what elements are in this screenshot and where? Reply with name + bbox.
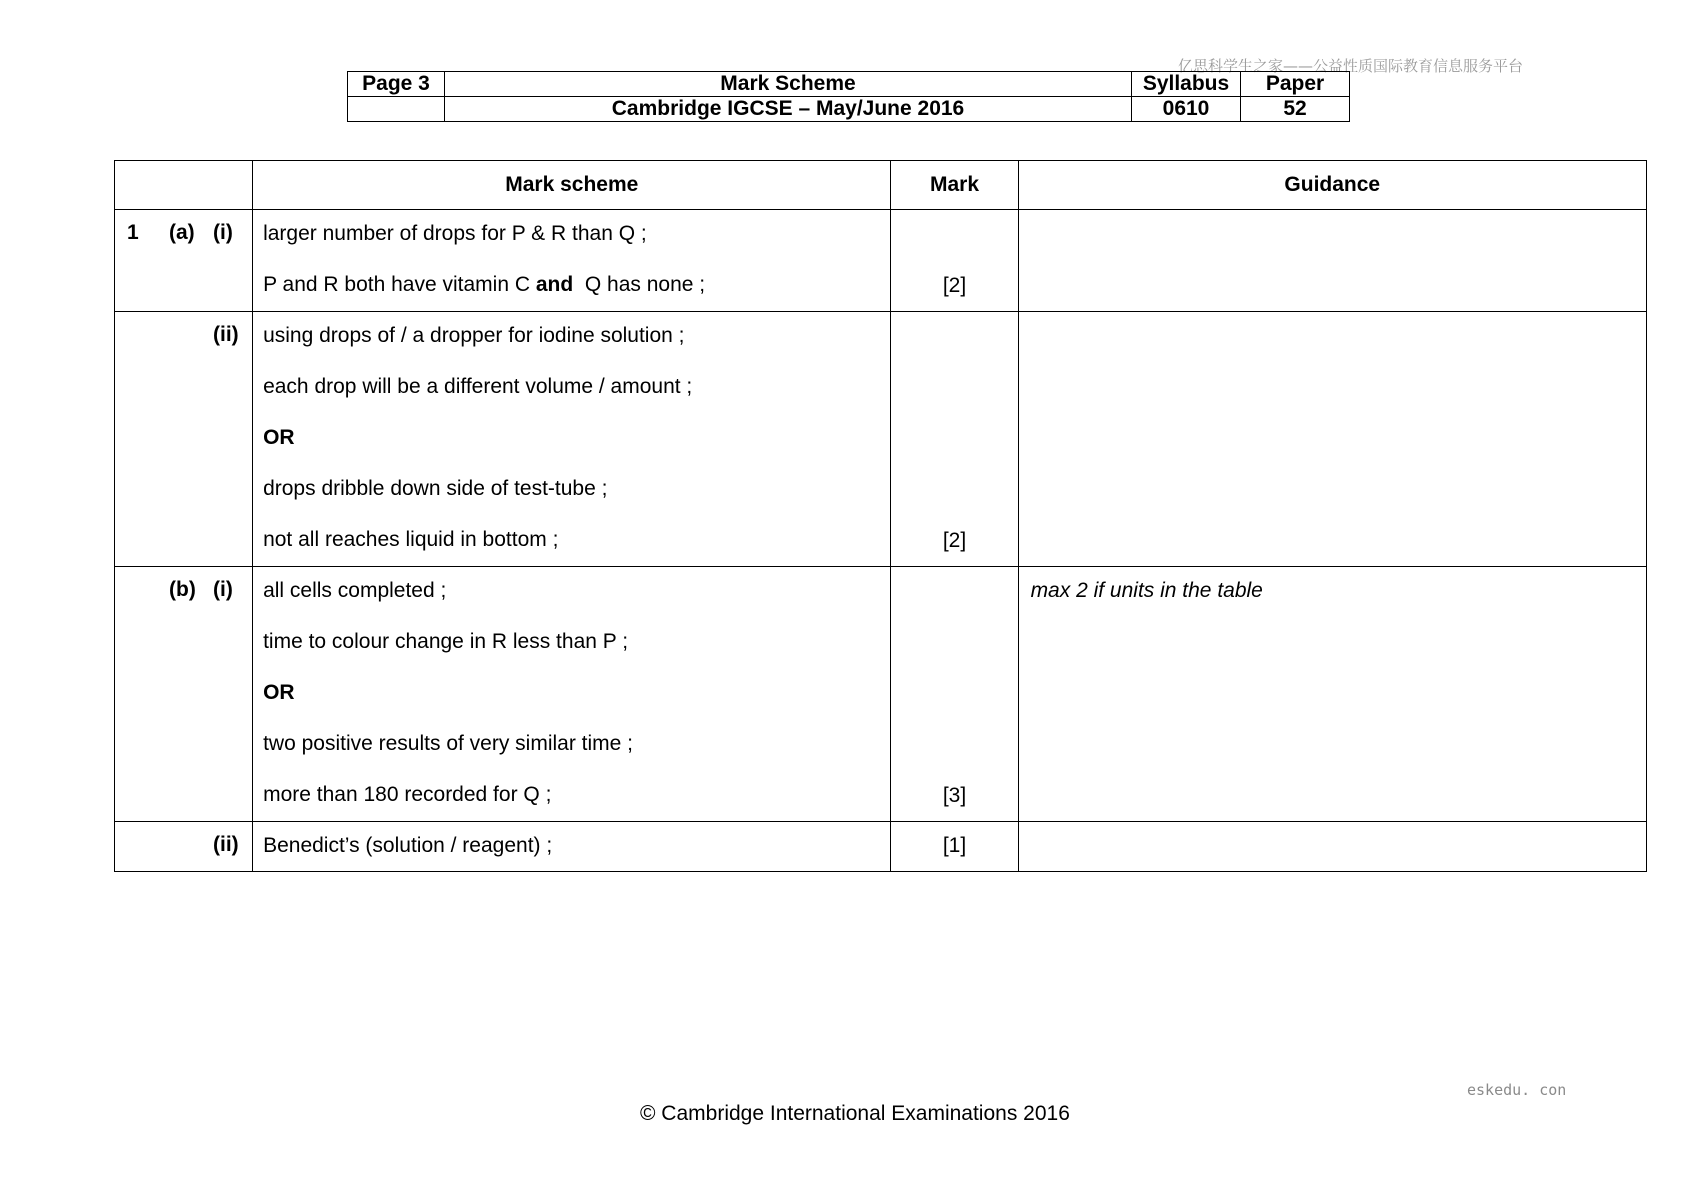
- question-subpart: (i): [213, 221, 233, 244]
- question-subpart: (ii): [213, 323, 239, 346]
- syllabus-label: Syllabus: [1132, 72, 1241, 97]
- guidance-cell: [1018, 567, 1646, 822]
- mark-point-text: Q has none ;: [584, 273, 706, 296]
- mark-value: [2]: [942, 529, 967, 552]
- mark-scheme-cell: [253, 210, 891, 312]
- header-title: Mark Scheme: [445, 72, 1132, 97]
- guidance-cell: [1018, 822, 1646, 872]
- mark-value: [2]: [942, 274, 967, 297]
- syllabus-code: 0610: [1132, 97, 1241, 122]
- guidance-text: [1019, 210, 1646, 232]
- table-row: [115, 567, 1647, 822]
- col-header-guidance: Guidance: [1018, 161, 1646, 210]
- copyright-notice: © Cambridge International Examinations 2016: [640, 1102, 1070, 1125]
- question-number-cell: [115, 312, 253, 567]
- question-number-cell: [115, 822, 253, 872]
- paper-label: Paper: [1241, 72, 1350, 97]
- question-number: 1: [127, 221, 139, 244]
- col-header-mark: Mark: [891, 161, 1018, 210]
- question-subpart: (ii): [213, 833, 239, 856]
- guidance-cell: [1018, 210, 1646, 312]
- col-header-question: [115, 161, 253, 210]
- mark-point: larger number of drops for P & R than Q ;: [263, 222, 647, 245]
- mark-value: [1]: [942, 834, 967, 857]
- or-separator: OR: [263, 426, 295, 449]
- mark-point: Benedict’s (solution / reagent) ;: [263, 834, 553, 857]
- guidance-text: max 2 if units in the table: [1030, 579, 1263, 602]
- guidance-text: [1019, 822, 1646, 844]
- header-subtitle: Cambridge IGCSE – May/June 2016: [445, 97, 1132, 122]
- guidance-cell: [1018, 312, 1646, 567]
- question-part: (a): [169, 221, 195, 244]
- mark-scheme-table: [114, 160, 1647, 872]
- question-number-cell: [115, 210, 253, 312]
- mark-point: not all reaches liquid in bottom ;: [263, 528, 559, 551]
- mark-value: [3]: [942, 784, 967, 807]
- table-row: [115, 210, 1647, 312]
- question-part: (b): [169, 578, 196, 601]
- or-separator: OR: [263, 681, 295, 704]
- mark-cell: [891, 210, 1018, 312]
- paper-number: 52: [1241, 97, 1350, 122]
- mark-cell: [891, 312, 1018, 567]
- mark-point: more than 180 recorded for Q ;: [263, 783, 552, 806]
- mark-point: two positive results of very similar time ;: [263, 732, 634, 755]
- mark-scheme-cell: [253, 312, 891, 567]
- table-header-row: [115, 161, 1647, 210]
- mark-point: each drop will be a different volume / amount ;: [263, 375, 693, 398]
- mark-point: drops dribble down side of test-tube ;: [263, 477, 608, 500]
- mark-point: using drops of / a dropper for iodine solution ;: [263, 324, 685, 347]
- mark-point: all cells completed ;: [263, 579, 447, 602]
- guidance-text: [1019, 312, 1646, 334]
- table-row: [115, 312, 1647, 567]
- mark-cell: [891, 567, 1018, 822]
- mark-point-text: P and R both have vitamin C: [263, 273, 531, 296]
- question-subpart: (i): [213, 578, 233, 601]
- page-number: Page 3: [348, 72, 445, 97]
- header-blank-cell: [348, 97, 445, 122]
- watermark-top: 亿思科学生之家——公益性质国际教育信息服务平台: [1178, 57, 1524, 75]
- mark-point: time to colour change in R less than P ;: [263, 630, 629, 653]
- page-header-table: [347, 71, 1350, 122]
- watermark-bottom: eskedu. con: [1467, 1081, 1567, 1099]
- table-row: [115, 822, 1647, 872]
- col-header-mark-scheme: Mark scheme: [253, 161, 891, 210]
- mark-point-connector: and: [535, 273, 574, 296]
- mark-scheme-cell: [253, 822, 891, 872]
- mark-point: [263, 272, 880, 298]
- mark-cell: [891, 822, 1018, 872]
- mark-scheme-cell: [253, 567, 891, 822]
- question-number-cell: [115, 567, 253, 822]
